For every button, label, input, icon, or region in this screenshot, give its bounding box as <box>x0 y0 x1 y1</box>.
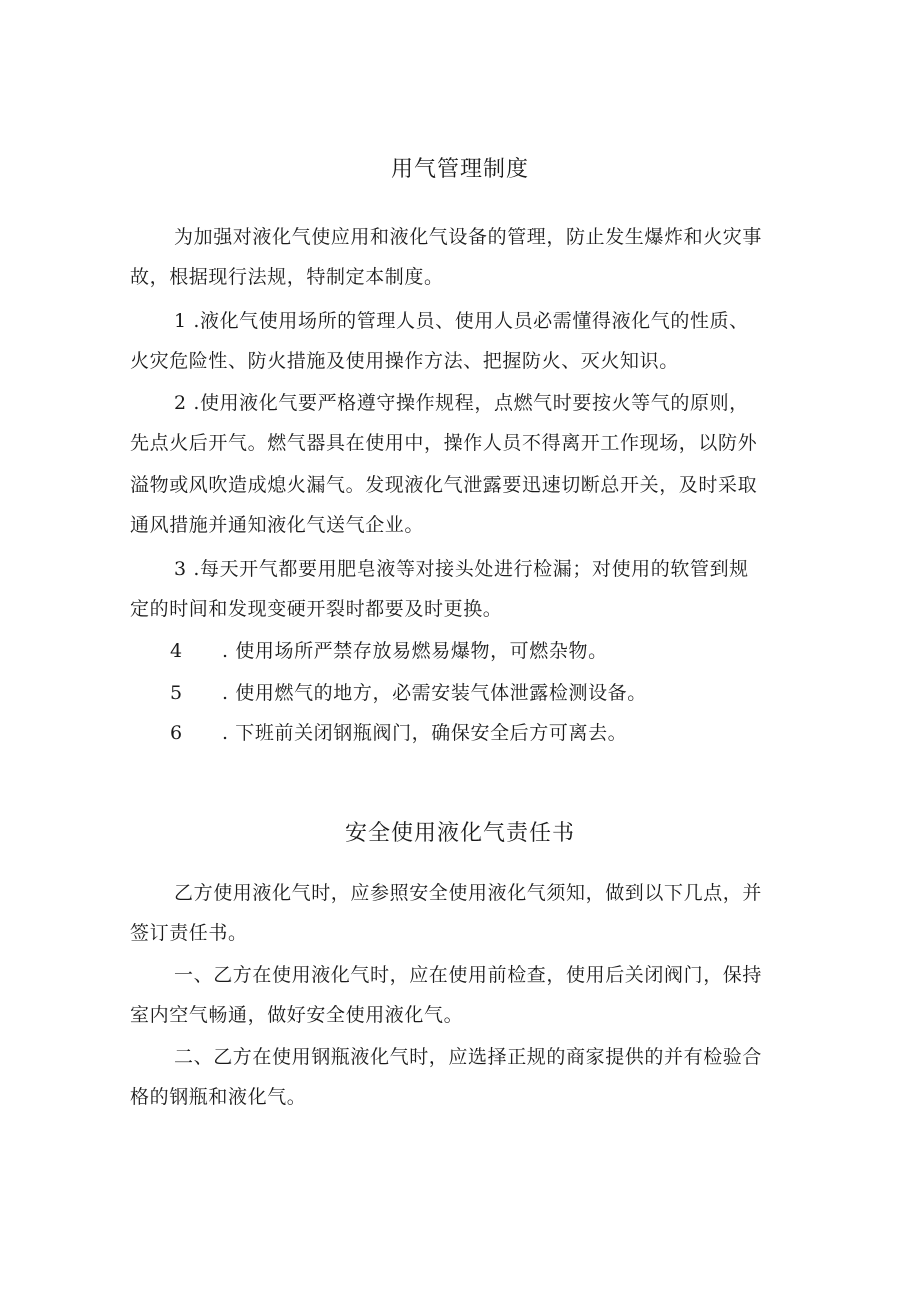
point2-line2: 格的钢瓶和液化气。 <box>130 1086 307 1108</box>
item4-text: . 使用场所严禁存放易燃易爆物，可燃杂物。 <box>222 640 608 662</box>
item4 <box>170 636 608 663</box>
item4-number: 4 <box>170 640 183 662</box>
section2-title: 安全使用液化气责任书 <box>344 821 575 846</box>
section2-intro-line2: 签订责任书。 <box>130 922 248 944</box>
item6 <box>170 718 627 745</box>
item3-line2: 定的时间和发现变硬开裂时都要及时更换。 <box>130 598 503 620</box>
item2-line2: 先点火后开气。燃气器具在使用中，操作人员不得离开工作现场，以防外 <box>130 432 758 454</box>
section1-intro-line1: 为加强对液化气使应用和液化气设备的管理，防止发生爆炸和火灾事 <box>174 226 763 248</box>
section1-intro-line2: 故，根据现行法规，特制定本制度。 <box>130 266 444 288</box>
item5-text: . 使用燃气的地方，必需安装气体泄露检测设备。 <box>222 682 647 704</box>
item6-text: . 下班前关闭钢瓶阀门，确保安全后方可离去。 <box>222 722 628 744</box>
section2-intro-line1: 乙方使用液化气时，应参照安全使用液化气须知，做到以下几点，并 <box>174 882 763 904</box>
item1-line1: 1 .液化气使用场所的管理人员、使用人员必需懂得液化气的性质、 <box>174 310 749 332</box>
item2-line3: 溢物或风吹造成熄火漏气。发现液化气泄露要迅速切断总开关，及时采取 <box>130 474 758 496</box>
point2-line1: 二、乙方在使用钢瓶液化气时，应选择正规的商家提供的并有检验合 <box>174 1046 763 1068</box>
item6-number: 6 <box>170 722 183 744</box>
point1-line2: 室内空气畅通，做好安全使用液化气。 <box>130 1004 464 1026</box>
section1-title: 用气管理制度 <box>390 157 529 182</box>
item2-line4: 通风措施并通知液化气送气企业。 <box>130 514 425 536</box>
item3-line1: 3 .每天开气都要用肥皂液等对接头处进行检漏；对使用的软管到规 <box>174 558 749 580</box>
point1-line1: 一、乙方在使用液化气时，应在使用前检查，使用后关闭阀门，保持 <box>174 964 763 986</box>
item1-line2: 火灾危险性、防火措施及使用操作方法、把握防火、灭火知识。 <box>130 350 679 372</box>
item5-number: 5 <box>170 682 183 704</box>
item5 <box>170 678 647 705</box>
item2-line1: 2 .使用液化气要严格遵守操作规程，点燃气时要按火等气的原则， <box>174 392 749 414</box>
